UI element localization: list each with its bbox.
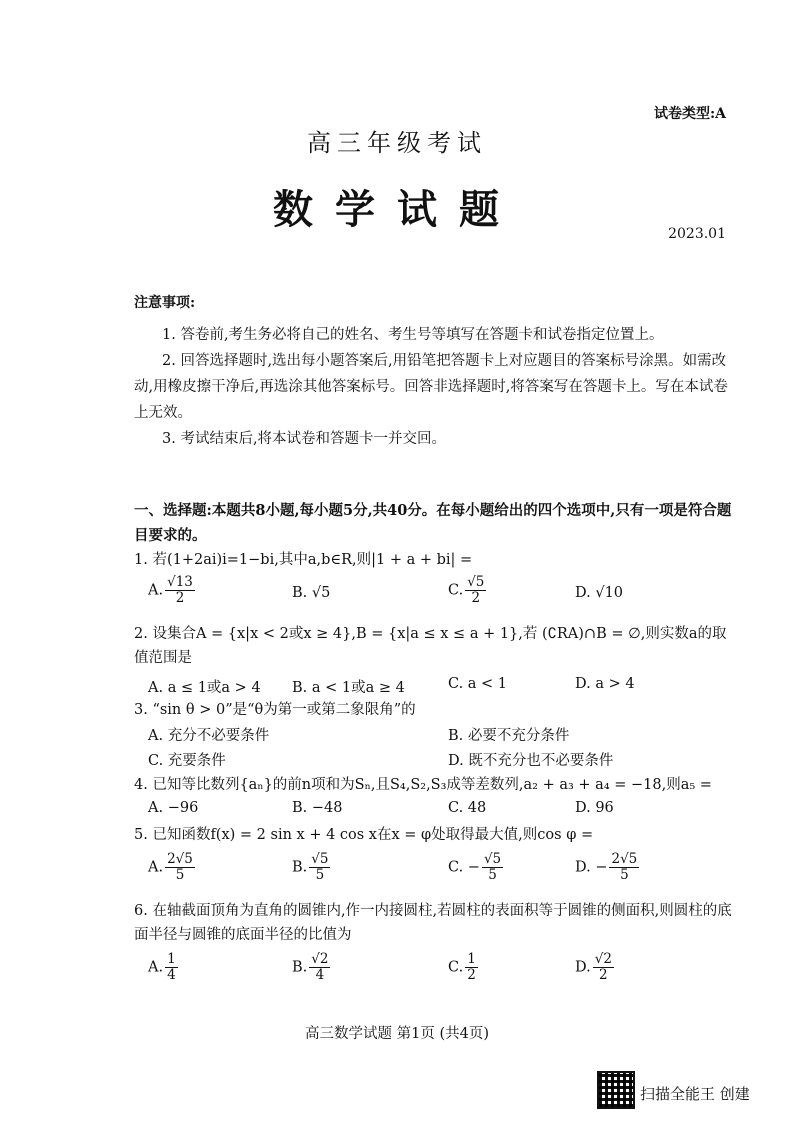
notice-heading: 注意事项: [134, 295, 196, 311]
fraction [609, 852, 639, 883]
numerator: √2 [594, 951, 612, 967]
numerator: 2√5 [167, 851, 193, 867]
q2-option-b: B. a < 1或a ≥ 4 [292, 680, 405, 696]
q3-option-a: A. 充分不必要条件 [148, 728, 270, 744]
q6-option-d [575, 952, 616, 983]
q4-option-a: A. −96 [148, 800, 199, 816]
option-label: B. [292, 959, 308, 976]
option-label: A. [148, 859, 164, 876]
q5-option-c [448, 852, 505, 883]
question-2-stem: 2. 设集合A = {x|x < 2或x ≥ 4},B = {x|a ≤ x ≤ a + 1},若 (∁RA)∩B = ∅,则实数a的取值范围是 [134, 626, 727, 666]
option-label: C. [448, 959, 464, 976]
denominator: 4 [167, 967, 176, 983]
fraction [482, 852, 503, 883]
paper-type: 试卷类型:A [653, 106, 726, 122]
denominator: 5 [488, 867, 497, 883]
q2-option-d: D. a > 4 [575, 676, 635, 692]
denominator: 2 [467, 967, 476, 983]
numerator: √2 [311, 951, 329, 967]
exam-title: 数学试题 [273, 186, 521, 233]
fraction [309, 852, 330, 883]
q1-option-d: D. √10 [575, 585, 624, 601]
option-label: A. [148, 582, 164, 599]
q6-option-c [448, 952, 480, 983]
denominator: 2 [175, 590, 185, 606]
option-label: A. [148, 959, 164, 976]
q6-option-b [292, 952, 332, 983]
exam-date: 2023.01 [668, 226, 726, 242]
q5-option-a [148, 852, 197, 883]
fraction [465, 952, 478, 983]
section-heading: 一、选择题:本题共8小题,每小题5分,共40分。在每小题给出的四个选项中,只有一项是符合题目要求的。 [134, 502, 732, 544]
option-label: D. [575, 959, 591, 976]
fraction [165, 575, 195, 606]
q1-option-b: B. √5 [292, 585, 331, 601]
denominator: 5 [315, 867, 325, 883]
fraction [165, 852, 195, 883]
fraction [465, 575, 486, 606]
page-footer: 高三数学试题 第1页 (共4页) [305, 1026, 489, 1042]
q4-option-b: B. −48 [292, 800, 343, 816]
fraction [593, 952, 614, 983]
fraction [309, 952, 330, 983]
fraction [165, 952, 178, 983]
qr-code-icon [597, 1071, 635, 1109]
numerator: 1 [167, 951, 176, 967]
q2-option-a: A. a ≤ 1或a > 4 [148, 680, 261, 696]
q3-option-d: D. 既不充分也不必要条件 [448, 753, 614, 769]
q5-option-b [292, 852, 332, 883]
scanner-watermark: 扫描全能王 创建 [640, 1085, 750, 1103]
question-3-stem: 3. “sin θ > 0”是“θ为第一或第二象限角”的 [134, 702, 416, 718]
q4-option-d: D. 96 [575, 800, 614, 816]
q5-option-d [575, 852, 641, 883]
denominator: 5 [175, 867, 185, 883]
option-label: C. − [448, 859, 480, 876]
option-label: C. [448, 582, 464, 599]
numerator: √5 [311, 851, 329, 867]
question-4-stem: 4. 已知等比数列{aₙ}的前n项和为Sₙ,且S₄,S₂,S₃成等差数列,a₂ + a₃ + a₄ = −18,则a₅ = [134, 777, 712, 793]
question-6-stem: 6. 在轴截面顶角为直角的圆锥内,作一内接圆柱,若圆柱的表面积等于圆锥的侧面积,则圆柱的底面半径与圆锥的底面半径的比值为 [134, 903, 732, 943]
q1-option-a [148, 575, 197, 606]
exam-subtitle: 高三年级考试 [307, 129, 487, 157]
denominator: 2 [599, 967, 608, 983]
q3-option-c: C. 充要条件 [148, 753, 226, 769]
numerator: √5 [483, 851, 502, 867]
notice-item-2: 2. 回答选择题时,选出每小题答案后,用铅笔把答题卡上对应题目的答案标号涂黑。如需改动,用橡皮擦干净后,再选涂其他答案标号。回答非选择题时,将答案写在答题卡上。写在本试卷上无效。 [134, 353, 728, 421]
notice-item-3: 3. 考试结束后,将本试卷和答题卡一并交回。 [162, 431, 447, 447]
q2-option-c: C. a < 1 [448, 676, 508, 692]
numerator: 2√5 [611, 851, 638, 867]
question-1-stem: 1. 若(1+2ai)i=1−bi,其中a,b∈R,则|1 + a + bi| = [134, 552, 473, 568]
denominator: 2 [471, 590, 481, 606]
q4-option-c: C. 48 [448, 800, 487, 816]
numerator: 1 [467, 951, 476, 967]
option-label: B. [292, 859, 308, 876]
notice-item-1: 1. 答卷前,考生务必将自己的姓名、考生号等填写在答题卡和试卷指定位置上。 [162, 327, 664, 343]
q3-option-b: B. 必要不充分条件 [448, 728, 570, 744]
q1-option-c [448, 575, 488, 606]
option-label: D. − [575, 859, 608, 876]
numerator: √13 [167, 574, 193, 590]
numerator: √5 [467, 574, 485, 590]
q6-option-a [148, 952, 180, 983]
question-5-stem: 5. 已知函数f(x) = 2 sin x + 4 cos x在x = φ处取得最大值,则cos φ = [134, 827, 594, 843]
denominator: 5 [620, 867, 629, 883]
denominator: 4 [315, 967, 325, 983]
